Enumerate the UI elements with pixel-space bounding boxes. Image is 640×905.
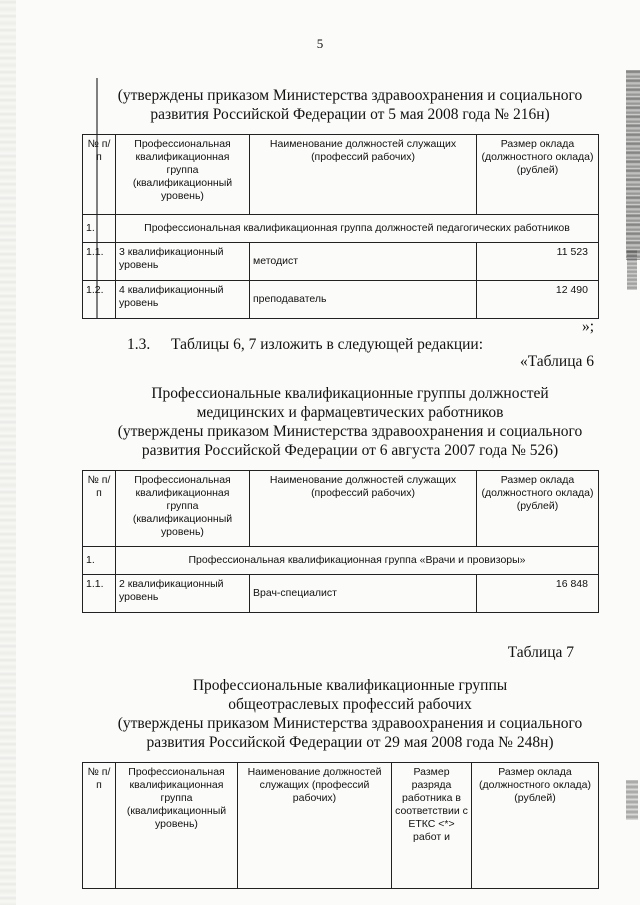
header-cell: Размер оклада (должностного оклада) (рублей) [477, 135, 599, 215]
header-cell: Наименование должностей служащих (профессий рабочих) [238, 763, 392, 889]
header-cell: № п/п [83, 471, 116, 547]
header-cell: Профессиональная квалификационная группа (квалификационный уровень) [116, 763, 238, 889]
header-cell: Размер оклада (должностного оклада) (рублей) [472, 763, 599, 889]
heading-line: медицинских и фармацевтических работников [196, 404, 504, 421]
group-title: Профессиональная квалификационная группа «Врачи и провизоры» [116, 547, 599, 575]
heading-line: общеотраслевых профессий рабочих [228, 696, 472, 713]
header-cell: Наименование должностей служащих (профессий рабочих) [250, 471, 477, 547]
scan-artifact-right [626, 70, 640, 260]
row-number: 1. [83, 215, 116, 243]
header-cell: Размер оклада (должностного оклада) (рублей) [477, 471, 599, 547]
table-header-row [83, 471, 599, 547]
table-medical-workers [82, 470, 599, 613]
salary: 16 848 [477, 575, 599, 613]
closing-quote: »; [581, 318, 594, 335]
table-group-row [83, 547, 599, 575]
scan-artifact-right [626, 780, 638, 820]
group-title: Профессиональная квалификационная группа должностей педагогических работников [116, 215, 599, 243]
header-cell: № п/п [83, 135, 116, 215]
header-cell: Профессиональная квалификационная группа (квалификационный уровень) [116, 471, 250, 547]
clause-number: 1.3. [127, 336, 151, 353]
clause-1-3 [127, 336, 483, 354]
header-cell: Наименование должностей служащих (профессий рабочих) [250, 135, 477, 215]
salary: 12 490 [477, 281, 599, 319]
table-header-row [83, 135, 599, 215]
header-cell: Размер разряда работника в соответствии с ЕТКС <*> работ и [392, 763, 472, 889]
heading-line: (утверждены приказом Министерства здравоохранения и социального [117, 423, 583, 440]
table-group-row [83, 215, 599, 243]
header-cell: № п/п [83, 763, 116, 889]
table-row [83, 243, 599, 281]
table-header-row [83, 763, 599, 889]
heading-line: (утверждены приказом Министерства здравоохранения и социального [117, 87, 583, 104]
salary: 11 523 [477, 243, 599, 281]
table-row [83, 575, 599, 613]
heading-medical-workers [100, 384, 600, 460]
clause-text: Таблицы 6, 7 изложить в следующей редакции: [171, 336, 484, 353]
heading-line: развития Российской Федерации от 29 мая 2008 года № 248н) [146, 734, 554, 751]
table6-label: «Таблица 6 [519, 353, 594, 370]
qualification-level: 2 квалификационный уровень [116, 575, 250, 613]
table-workers-professions [82, 762, 599, 889]
heading-line: Профессиональные квалификационные группы должностей [151, 385, 549, 402]
qualification-level: 4 квалификационный уровень [116, 281, 250, 319]
row-number: 1.1. [83, 243, 116, 281]
heading-line: Профессиональные квалификационные группы [192, 677, 508, 694]
heading-line: (утверждены приказом Министерства здравоохранения и социального [117, 715, 583, 732]
scan-artifact-left [0, 0, 16, 905]
heading-workers-professions [100, 676, 600, 752]
table-pedagogical-workers [82, 134, 599, 319]
heading-line: развития Российской Федерации от 6 августа 2007 года № 526) [141, 442, 559, 459]
heading-order-216n [100, 86, 600, 124]
scan-artifact-right [627, 250, 637, 290]
position-name: преподаватель [250, 281, 477, 319]
position-name: методист [250, 243, 477, 281]
table-row [83, 281, 599, 319]
heading-line: развития Российской Федерации от 5 мая 2008 года № 216н) [150, 106, 550, 123]
qualification-level: 3 квалификационный уровень [116, 243, 250, 281]
table7-label: Таблица 7 [507, 644, 574, 661]
page-number: 5 [316, 36, 324, 51]
row-number: 1.2. [83, 281, 116, 319]
row-number: 1.1. [83, 575, 116, 613]
position-name: Врач-специалист [250, 575, 477, 613]
row-number: 1. [83, 547, 116, 575]
header-cell: Профессиональная квалификационная группа (квалификационный уровень) [116, 135, 250, 215]
